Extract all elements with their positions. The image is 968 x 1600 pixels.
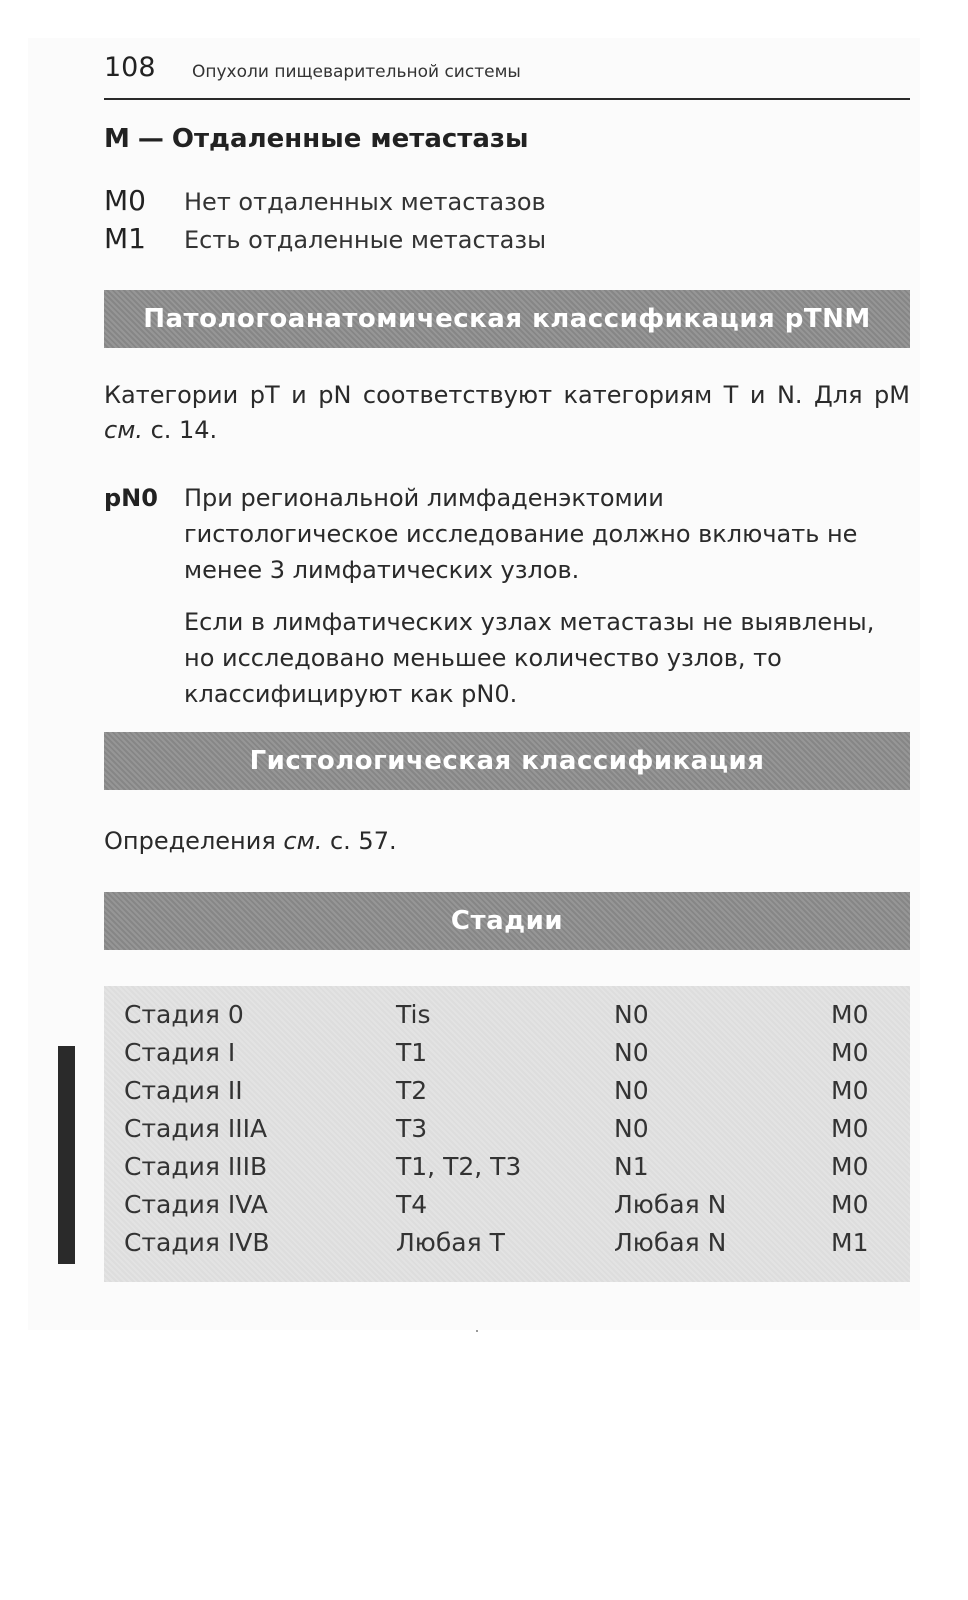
- ptnm-intro-text: Категории pT и pN соответствуют категориям Т и N. Для pM: [104, 381, 910, 409]
- m-category-text: Нет отдаленных метастазов: [184, 188, 546, 216]
- histology-definition: [104, 824, 910, 859]
- stage-cell: Стадия I: [124, 1038, 236, 1067]
- t-cell: Tis: [396, 1000, 431, 1029]
- table-row: [104, 1114, 910, 1152]
- histology-def-text: Определения: [104, 827, 284, 855]
- m-cell: M0: [831, 1114, 869, 1143]
- header-title: Опухоли пищеварительной системы: [192, 62, 521, 82]
- m-cell: M0: [831, 1152, 869, 1181]
- stage-cell: Стадия IVB: [124, 1228, 270, 1257]
- histology-def-ref: см.: [283, 827, 323, 855]
- m-heading-text: Отдаленные метастазы: [171, 124, 529, 154]
- n-cell: N0: [614, 1076, 649, 1105]
- footer-mark: [476, 1330, 478, 1332]
- page-number: 108: [104, 52, 156, 83]
- t-cell: T3: [396, 1114, 428, 1143]
- m-category-code: М1: [104, 222, 146, 255]
- stage-cell: Стадия IIIB: [124, 1152, 268, 1181]
- pn0-description: [184, 480, 884, 728]
- table-row: [104, 1152, 910, 1190]
- table-row: [104, 1038, 910, 1076]
- table-row: [104, 1076, 910, 1114]
- m-cell: M0: [831, 1076, 869, 1105]
- m-category-row: [104, 184, 904, 222]
- m-cell: M0: [831, 1190, 869, 1219]
- ptnm-intro-page: с. 14.: [142, 416, 218, 444]
- table-row: [104, 1228, 910, 1266]
- t-cell: T2: [396, 1076, 428, 1105]
- m-section-heading: [104, 124, 529, 154]
- n-cell: N0: [614, 1000, 649, 1029]
- ptnm-section-band: Патологоанатомическая классификация pTNM: [104, 290, 910, 348]
- n-cell: N0: [614, 1038, 649, 1067]
- histology-section-band: Гистологическая классификация: [104, 732, 910, 790]
- n-cell: N0: [614, 1114, 649, 1143]
- m-cell: M0: [831, 1038, 869, 1067]
- m-category-text: Есть отдаленные метастазы: [184, 226, 547, 254]
- m-category-list: [104, 184, 904, 260]
- m-category-row: [104, 222, 904, 260]
- stage-cell: Стадия IIIA: [124, 1114, 268, 1143]
- n-cell: Любая N: [614, 1228, 727, 1257]
- m-letter: М: [104, 124, 130, 154]
- pn0-paragraph-1: При региональной лимфаденэктомии гистологическое исследование должно включать не менее 3 лимфатических узлов.: [184, 484, 858, 584]
- m-cell: M1: [831, 1228, 869, 1257]
- pn0-paragraph-2: Если в лимфатических узлах метастазы не выявлены, но исследовано меньшее количество узлов, то классифицируют как pN0.: [184, 608, 875, 708]
- m-dash: —: [137, 124, 164, 154]
- table-row: [104, 1000, 910, 1038]
- t-cell: T1: [396, 1038, 428, 1067]
- histology-def-page: с. 57.: [322, 827, 397, 855]
- ptnm-intro-ref: см.: [104, 416, 143, 444]
- stages-section-band: Стадии: [104, 892, 910, 950]
- t-cell: T4: [396, 1190, 428, 1219]
- pn0-label: pN0: [104, 484, 158, 512]
- stage-table: [104, 986, 910, 1282]
- m-cell: M0: [831, 1000, 869, 1029]
- t-cell: Любая Т: [396, 1228, 505, 1257]
- margin-marker-bar: [58, 1046, 75, 1264]
- ptnm-intro-paragraph: [104, 378, 910, 448]
- stage-cell: Стадия IVA: [124, 1190, 268, 1219]
- n-cell: N1: [614, 1152, 649, 1181]
- stage-cell: Стадия 0: [124, 1000, 244, 1029]
- n-cell: Любая N: [614, 1190, 727, 1219]
- m-category-code: М0: [104, 184, 146, 217]
- running-header: [104, 50, 910, 100]
- stage-cell: Стадия II: [124, 1076, 243, 1105]
- t-cell: T1, T2, T3: [396, 1152, 522, 1181]
- table-row: [104, 1190, 910, 1228]
